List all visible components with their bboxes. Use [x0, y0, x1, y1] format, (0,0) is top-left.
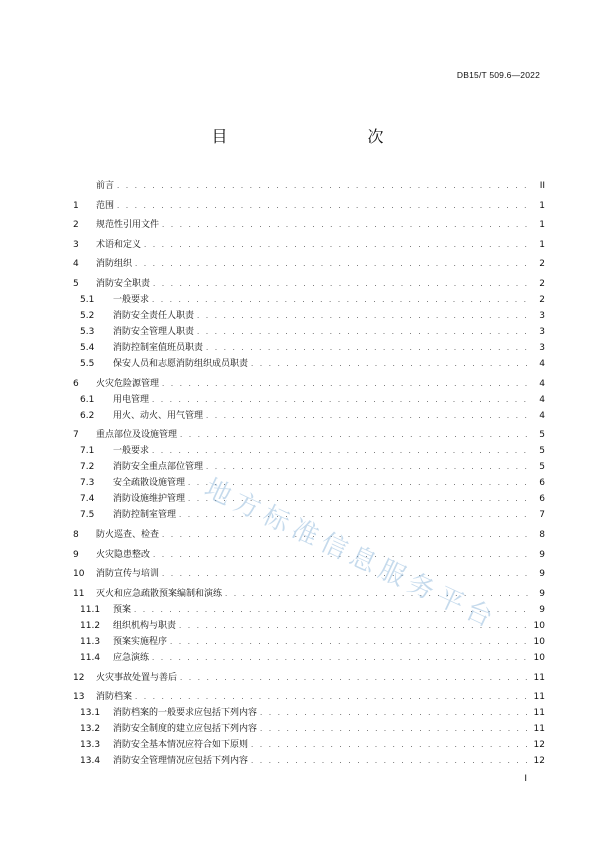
page-number: I [524, 774, 527, 784]
toc-entry-label: 消防档案 [96, 692, 133, 703]
toc-entry-number: 9 [73, 549, 79, 560]
toc-entry[interactable] [73, 237, 545, 253]
toc-entry[interactable] [73, 475, 545, 491]
toc-entry-number: 7.3 [80, 478, 95, 489]
toc-entry[interactable] [73, 737, 545, 753]
dot-leader [152, 392, 528, 408]
toc-entry-label: 消防安全管理情况应包括下列内容 [113, 756, 249, 767]
toc-entry-number: 8 [73, 530, 79, 541]
toc-entry-page: 4 [539, 394, 545, 405]
toc-entry-label: 防火巡查、检查 [96, 530, 160, 541]
toc-entry-number: 5 [73, 279, 79, 290]
toc-entry-label: 消防设施维护管理 [113, 494, 186, 505]
toc-entry-number: 6.2 [80, 410, 95, 421]
toc-entry-label: 安全疏散设施管理 [113, 478, 186, 489]
toc-entry[interactable] [73, 392, 545, 408]
toc-entry-label: 预案 [113, 604, 132, 615]
dot-leader [162, 566, 528, 582]
toc-entry-number: 6.1 [80, 394, 95, 405]
toc-entry-page: 9 [539, 604, 545, 615]
dot-leader [162, 217, 528, 233]
toc-entry-label: 一般要求 [113, 295, 150, 306]
dot-leader [135, 689, 528, 705]
toc-entry-label: 前言 [96, 181, 115, 191]
dot-leader [180, 670, 528, 686]
toc-entry-label: 消防组织 [96, 259, 133, 270]
toc-entry-number: 5.5 [80, 359, 95, 370]
toc-entry[interactable] [73, 753, 545, 769]
toc-entry-label: 预案实施程序 [113, 636, 168, 647]
toc-entry-page: 7 [539, 510, 545, 521]
toc-entry-number: 1 [73, 200, 79, 211]
dot-leader [162, 527, 528, 543]
toc-entry-number: 11.2 [80, 620, 101, 631]
toc-entry[interactable] [73, 308, 545, 324]
standard-code: DB15/T 509.6—2022 [456, 70, 540, 80]
toc-entry[interactable] [73, 256, 545, 272]
toc-entry-label: 应急演练 [113, 652, 150, 663]
dot-leader [225, 586, 528, 602]
toc-entry-number: 13.1 [80, 708, 101, 719]
dot-leader [135, 256, 528, 272]
toc-entry-label: 消防安全责任人职责 [113, 311, 195, 322]
toc-entry-page: 9 [539, 549, 545, 560]
dot-leader [251, 737, 528, 753]
dot-leader [260, 705, 528, 721]
toc-entry[interactable] [73, 507, 545, 523]
toc-entry-number: 5.3 [80, 327, 95, 338]
toc-entry-number: 12 [73, 672, 85, 683]
dot-leader [206, 340, 528, 356]
dot-leader [251, 753, 528, 769]
toc-entry-page: 2 [539, 279, 545, 290]
dot-leader [251, 356, 528, 372]
toc-entry-label: 火灾隐患整改 [96, 549, 151, 560]
toc-entry-page: 11 [533, 724, 545, 735]
toc-entry-label: 范围 [96, 200, 115, 211]
toc-entry[interactable] [73, 340, 545, 356]
toc-entry-label: 消防安全基本情况应符合如下原则 [113, 740, 249, 751]
dot-leader [153, 276, 528, 292]
dot-leader [152, 650, 528, 666]
dot-leader [117, 198, 528, 214]
toc-entry-label: 消防安全管理人职责 [113, 327, 195, 338]
toc-entry[interactable] [73, 602, 545, 618]
toc-entry[interactable] [73, 586, 545, 602]
toc-entry-page: 9 [539, 588, 545, 599]
dot-leader [260, 721, 528, 737]
toc-entry-page: 6 [539, 494, 545, 505]
toc-entry-number: 11.1 [80, 604, 101, 615]
toc-entry[interactable] [73, 670, 545, 686]
toc-entry-label: 灭火和应急疏散预案编制和演练 [96, 588, 223, 599]
toc-entry-number: 13.4 [80, 756, 101, 767]
toc-entry-number: 11.3 [80, 636, 101, 647]
toc-entry[interactable] [73, 292, 545, 308]
dot-leader [188, 491, 528, 507]
toc-entry[interactable] [73, 527, 545, 543]
toc-entry-number: 5.1 [80, 295, 95, 306]
toc-entry-page: 10 [533, 620, 545, 631]
toc-entry-number: 7.2 [80, 462, 95, 473]
toc-entry-number: 11.4 [80, 652, 101, 663]
toc-entry-number: 5.2 [80, 311, 95, 322]
toc-entry-label: 保安人员和志愿消防组织成员职责 [113, 359, 249, 370]
toc-entry[interactable] [73, 198, 545, 214]
toc-entry-page: 11 [533, 708, 545, 719]
toc-entry[interactable] [73, 178, 545, 194]
dot-leader [180, 427, 528, 443]
toc-entry-label: 组织机构与职责 [113, 620, 177, 631]
toc-entry[interactable] [73, 491, 545, 507]
table-of-contents [73, 178, 545, 769]
toc-entry-number: 7.5 [80, 510, 95, 521]
toc-entry[interactable] [73, 689, 545, 705]
toc-entry-label: 消防安全制度的建立应包括下列内容 [113, 724, 258, 735]
toc-entry[interactable] [73, 650, 545, 666]
toc-entry-number: 10 [73, 569, 85, 580]
dot-leader [170, 634, 528, 650]
toc-entry-number: 7.4 [80, 494, 95, 505]
toc-entry-number: 13.2 [80, 724, 101, 735]
toc-entry-label: 用火、动火、用气管理 [113, 410, 204, 421]
toc-entry-page: 12 [533, 756, 545, 767]
toc-entry[interactable] [73, 408, 545, 424]
toc-entry[interactable] [73, 443, 545, 459]
toc-entry-page: 1 [539, 220, 545, 231]
dot-leader [153, 547, 528, 563]
toc-entry[interactable] [73, 721, 545, 737]
toc-entry-page: 3 [539, 311, 545, 322]
watermark: 地方标准信息服务平台 [199, 473, 503, 636]
dot-leader [134, 602, 528, 618]
toc-entry-label: 消防档案的一般要求应包括下列内容 [113, 708, 258, 719]
toc-entry-number: 13.3 [80, 740, 101, 751]
toc-entry-page: 4 [539, 359, 545, 370]
toc-entry-label: 消防安全重点部位管理 [113, 462, 204, 473]
toc-entry-page: 11 [533, 692, 545, 703]
toc-entry[interactable] [73, 376, 545, 392]
toc-entry-page: 4 [539, 410, 545, 421]
toc-entry-label: 消防宣传与培训 [96, 569, 160, 580]
dot-leader [179, 507, 528, 523]
toc-entry[interactable] [73, 427, 545, 443]
toc-entry-label: 消防控制室值班员职责 [113, 343, 204, 354]
toc-entry-label: 重点部位及设施管理 [96, 430, 178, 441]
toc-entry-number: 7.1 [80, 446, 95, 457]
toc-entry-page: 6 [539, 478, 545, 489]
toc-title: 目 次 [211, 127, 420, 146]
toc-entry-number: 6 [73, 378, 79, 389]
toc-entry-page: 9 [539, 569, 545, 580]
dot-leader [197, 324, 528, 340]
toc-entry-label: 规范性引用文件 [96, 220, 160, 231]
toc-entry-page: 5 [539, 462, 545, 473]
toc-entry-page: 5 [539, 446, 545, 457]
toc-entry-page: 2 [539, 295, 545, 306]
toc-entry[interactable] [73, 705, 545, 721]
toc-entry[interactable] [73, 324, 545, 340]
toc-entry[interactable] [73, 276, 545, 292]
toc-entry[interactable] [73, 217, 545, 233]
toc-entry-number: 2 [73, 220, 79, 231]
dot-leader [197, 308, 528, 324]
toc-entry-label: 火灾危险源管理 [96, 378, 160, 389]
dot-leader [188, 475, 528, 491]
toc-entry-page: 2 [539, 259, 545, 270]
toc-entry-label: 一般要求 [113, 446, 150, 457]
toc-entry[interactable] [73, 459, 545, 475]
toc-entry-number: 3 [73, 239, 79, 250]
toc-entry-label: 用电管理 [113, 394, 150, 405]
toc-entry-number: 5.4 [80, 343, 95, 354]
toc-entry-number: 13 [73, 692, 85, 703]
toc-entry-page: 12 [533, 740, 545, 751]
toc-entry-label: 消防控制室管理 [113, 510, 177, 521]
toc-entry-label: 术语和定义 [96, 239, 142, 250]
toc-entry-label: 火灾事故处置与善后 [96, 672, 178, 683]
toc-entry-number: 11 [73, 588, 85, 599]
toc-entry[interactable] [73, 547, 545, 563]
dot-leader [152, 443, 528, 459]
toc-entry-page: 1 [539, 239, 545, 250]
toc-entry-page: 3 [539, 327, 545, 338]
toc-entry-page: 5 [539, 430, 545, 441]
toc-entry-page: 4 [539, 378, 545, 389]
toc-entry-label: 消防安全职责 [96, 279, 151, 290]
toc-entry-page: 10 [533, 636, 545, 647]
dot-leader [206, 408, 528, 424]
toc-entry-page: 11 [533, 672, 545, 683]
dot-leader [152, 292, 528, 308]
dot-leader [162, 376, 528, 392]
toc-entry[interactable] [73, 356, 545, 372]
dot-leader [144, 237, 528, 253]
dot-leader [117, 178, 528, 194]
dot-leader [206, 459, 528, 475]
toc-entry[interactable] [73, 618, 545, 634]
dot-leader [179, 618, 528, 634]
toc-entry-page: 10 [533, 652, 545, 663]
toc-entry-number: 4 [73, 259, 79, 270]
toc-entry[interactable] [73, 634, 545, 650]
toc-entry-number: 7 [73, 430, 79, 441]
toc-entry-page: II [539, 181, 545, 191]
toc-entry[interactable] [73, 566, 545, 582]
toc-entry-page: 3 [539, 343, 545, 354]
toc-entry-page: 8 [539, 530, 545, 541]
toc-entry-page: 1 [539, 200, 545, 211]
